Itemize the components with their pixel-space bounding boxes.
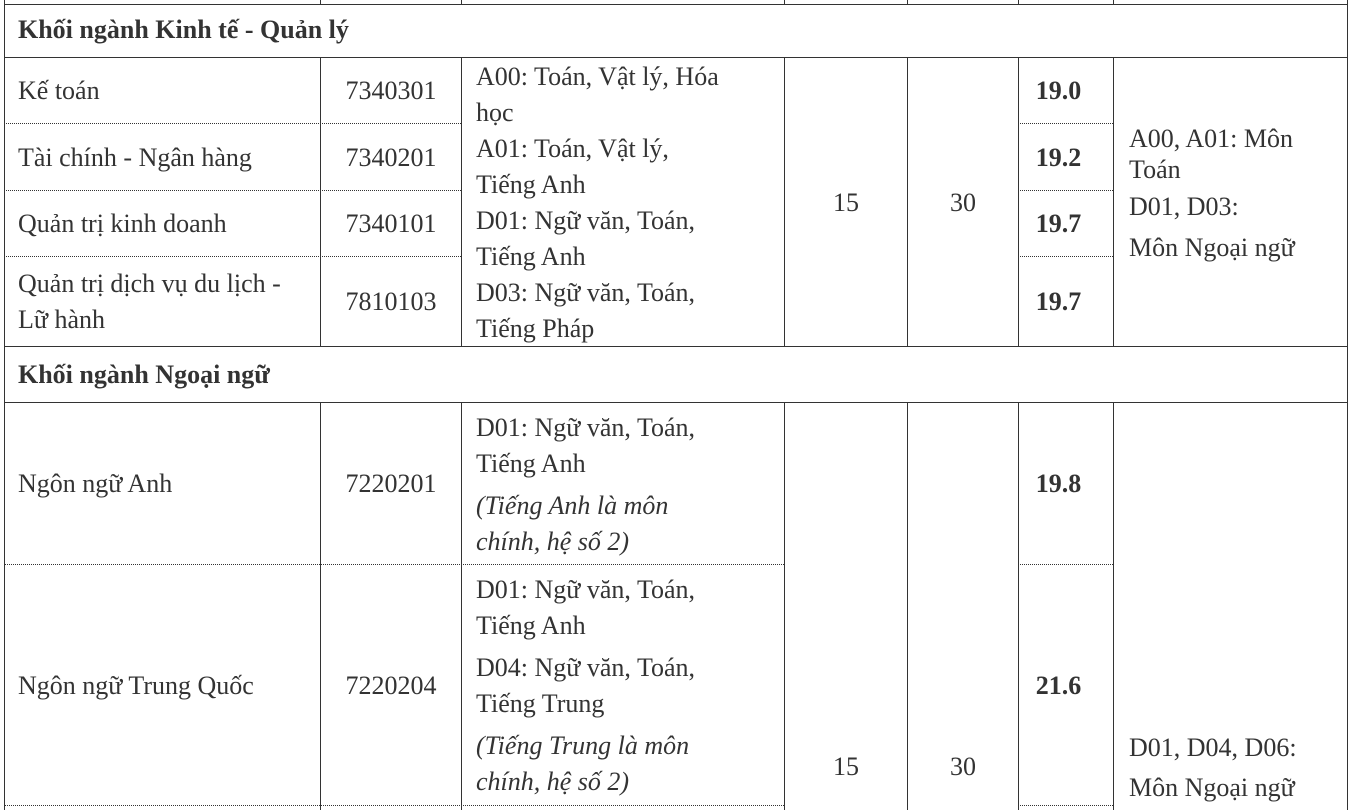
combo-line: D01: Ngữ văn, Toán, [476, 575, 696, 604]
combo-line: D03: Ngữ văn, Toán, [476, 278, 696, 307]
note-line: Môn Ngoại ngữ [1129, 233, 1295, 262]
border-right [1347, 0, 1348, 810]
combo-line: D01: Ngữ văn, Toán, [476, 206, 696, 235]
combo-line: A00: Toán, Vật lý, Hóa [476, 62, 719, 91]
major-name [18, 266, 281, 338]
combo-line: Tiếng Pháp [476, 314, 595, 343]
note-line: D01, D03: [1129, 192, 1239, 221]
languages-main-subject-note [1129, 730, 1297, 810]
note-line: D01, D04, D06: [1129, 733, 1297, 762]
combo-line: D04: Ngữ văn, Toán, [476, 653, 696, 682]
combo-note: (Tiếng Trung là môn [476, 731, 690, 760]
section-title-languages: Khối ngành Ngoại ngữ [18, 360, 270, 389]
border-left [4, 0, 5, 810]
economics-col5-value: 30 [950, 187, 976, 217]
combo-line: Tiếng Anh [476, 449, 586, 478]
note-line: Môn Ngoại ngữ [1129, 773, 1295, 802]
combo-line: Tiếng Anh [476, 170, 586, 199]
major-code: 7810103 [345, 287, 437, 316]
major-code: 7340301 [345, 76, 437, 105]
major-code: 7340101 [345, 209, 437, 238]
major-code: 7220204 [345, 670, 437, 700]
subject-combinations [476, 59, 719, 347]
major-name-line: Quản trị dịch vụ du lịch - [18, 269, 281, 298]
admission-score: 19.2 [1035, 142, 1082, 172]
combo-line: A01: Toán, Vật lý, [476, 134, 669, 163]
major-name: Kế toán [18, 76, 100, 105]
major-name: Ngôn ngữ Trung Quốc [18, 670, 254, 700]
major-name: Ngôn ngữ Anh [18, 469, 173, 498]
major-name-line: Lữ hành [18, 305, 106, 334]
admission-score: 19.7 [1035, 287, 1082, 316]
admission-score: 19.7 [1035, 209, 1082, 238]
admission-score: 19.0 [1035, 76, 1082, 105]
major-name: Quản trị kinh doanh [18, 209, 227, 238]
note-line: Toán [1129, 155, 1181, 184]
combo-line: Tiếng Anh [476, 611, 586, 640]
combo-line: học [476, 98, 514, 127]
combo-line: Tiếng Trung [476, 689, 605, 718]
languages-col4-value: 15 [833, 751, 859, 781]
note-line: A00, A01: Môn [1129, 124, 1293, 153]
economics-main-subject-note [1129, 122, 1295, 267]
combo-line: D01: Ngữ văn, Toán, [476, 413, 696, 442]
languages-col5-value: 30 [950, 751, 976, 781]
major-code: 7340201 [345, 142, 437, 172]
combo-note: chính, hệ số 2) [476, 767, 630, 796]
combo-note: (Tiếng Anh là môn [476, 491, 669, 520]
admission-score: 19.8 [1035, 469, 1082, 498]
subject-combinations [476, 572, 695, 800]
combo-note: chính, hệ số 2) [476, 527, 630, 556]
major-code: 7220201 [345, 469, 437, 498]
subject-combinations [476, 410, 695, 560]
major-name: Tài chính - Ngân hàng [18, 142, 252, 172]
economics-col4-value: 15 [833, 187, 859, 217]
admission-score: 21.6 [1035, 670, 1082, 700]
combo-line: Tiếng Anh [476, 242, 586, 271]
section-title-economics: Khối ngành Kinh tế - Quản lý [18, 15, 349, 44]
